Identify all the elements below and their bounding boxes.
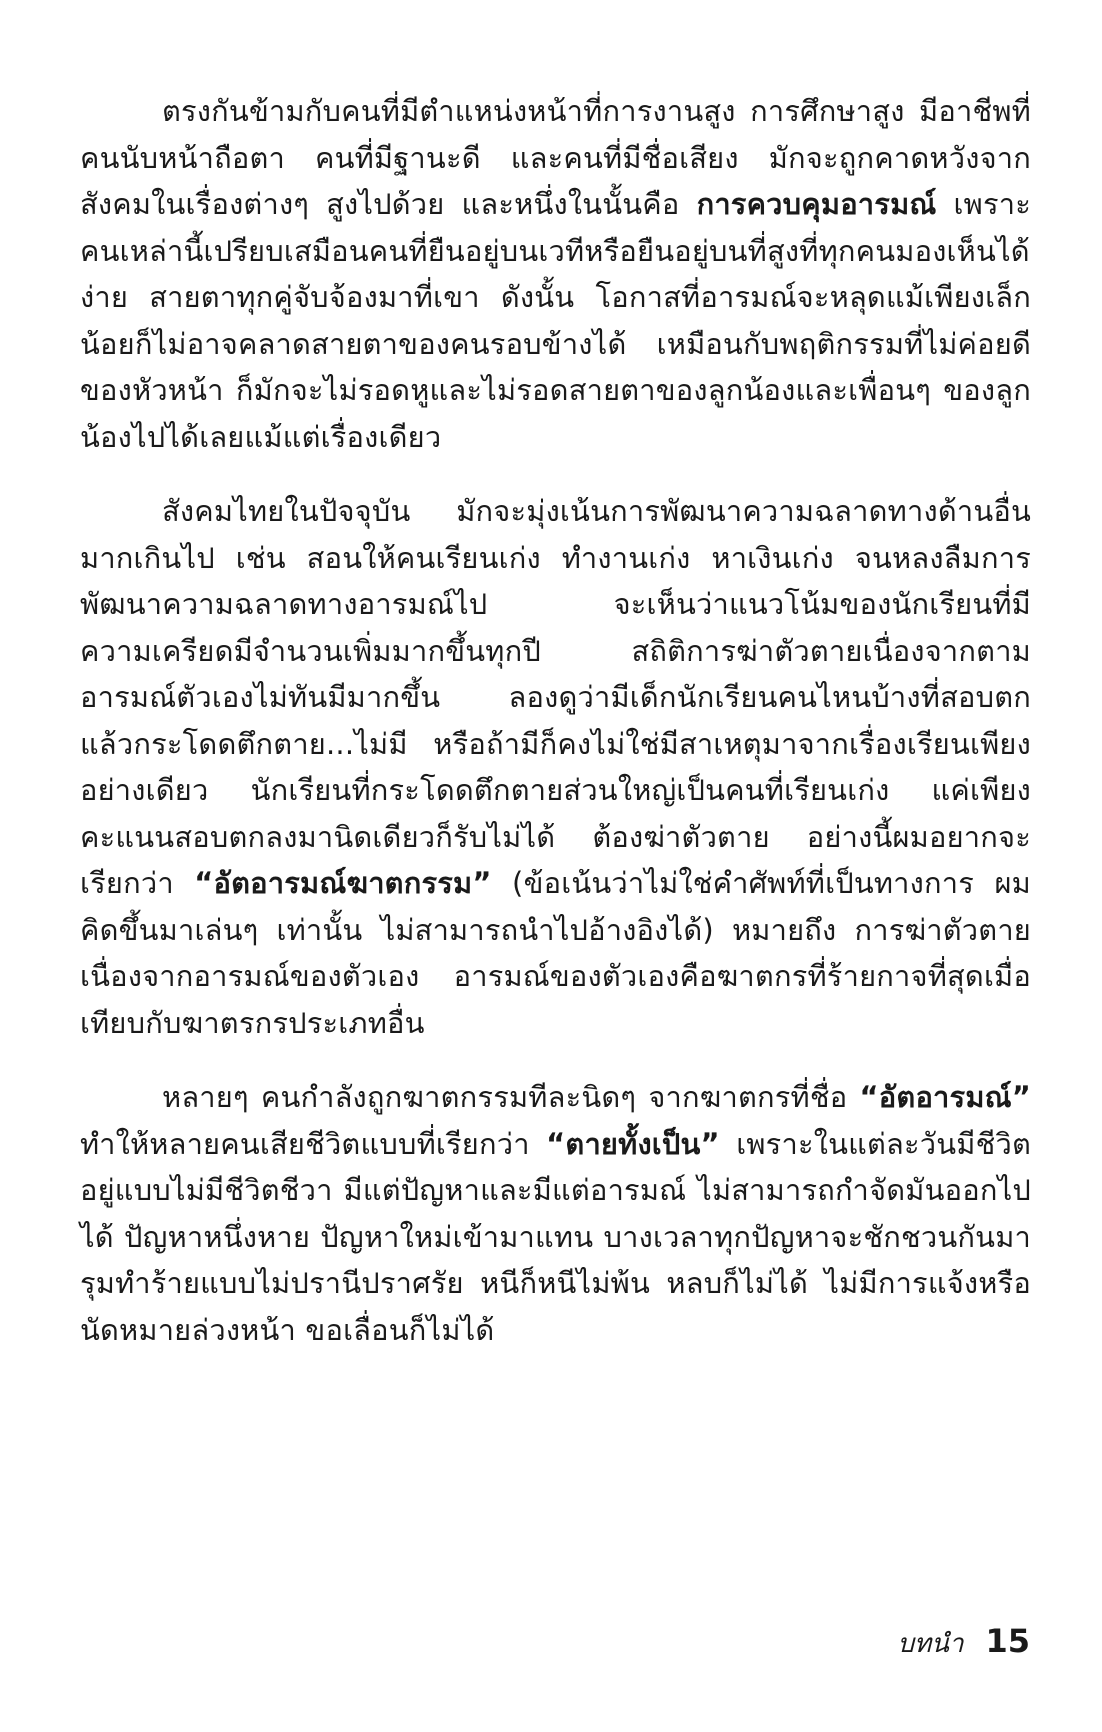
emphasis-text: การควบคุมอารมณ์	[696, 187, 937, 221]
page-number: 15	[985, 1622, 1030, 1660]
emphasis-text: “อัตอารมณ์”	[859, 1080, 1031, 1114]
emphasis-text: “อัตอารมณ์ฆาตกรรม”	[194, 866, 492, 900]
page-body	[80, 88, 1031, 1381]
paragraph-1	[80, 88, 1031, 460]
paragraph-text: เพราะในแต่ละวันมีชีวิตอยู่แบบไม่มีชีวิตชีวา มีแต่ปัญหาและมีแต่อารมณ์ ไม่สามารถกำจัดมันออกไปได้ ปัญหาหนึ่งหาย ปัญหาใหม่เข้ามาแทน บางเวลาทุกปัญหาจะชักชวนกันมารุมทำร้ายแบบไม่ปรานีปราศรัย หนีก็หนีไม่พ้น หลบก็ไม่ได้ ไม่มีการแจ้งหรือนัดหมายล่วงหน้า ขอเลื่อนก็ไม่ได้	[80, 1126, 1031, 1347]
page-footer	[897, 1622, 1030, 1664]
running-head: บทนำ	[897, 1629, 964, 1659]
paragraph-text: ทำให้หลายคนเสียชีวิตแบบที่เรียกว่า	[80, 1126, 547, 1161]
paragraph-2	[80, 488, 1031, 1046]
paragraph-text: เพราะคนเหล่านี้เปรียบเสมือนคนที่ยืนอยู่บนเวทีหรือยืนอยู่บนที่สูงที่ทุกคนมองเห็นได้ง่าย สายตาทุกคู่จับจ้องมาที่เขา ดังนั้น โอกาสที่อารมณ์จะหลุดแม้เพียงเล็กน้อยก็ไม่อาจคลาดสายตาของคนรอบข้างได้ เหมือนกับพฤติกรรมที่ไม่ค่อยดีของหัวหน้า ก็มักจะไม่รอดหูและไม่รอดสายตาของลูกน้องและเพื่อนๆ ของลูกน้องไปได้เลยแม้แต่เรื่องเดียว	[80, 187, 1032, 454]
emphasis-text: “ตายทั้งเป็น”	[546, 1126, 720, 1161]
paragraph-text: (ข้อเน้นว่าไม่ใช่คำศัพท์ที่เป็นทางการ ผมคิดขึ้นมาเล่นๆ เท่านั้น ไม่สามารถนำไปอ้างอิงได้) หมายถึง การฆ่าตัวตายเนื่องจากอารมณ์ของตัวเอง อารมณ์ของตัวเองคือฆาตกรที่ร้ายกาจที่สุดเมื่อเทียบกับฆาตรกรประเภทอื่น	[80, 866, 1031, 1040]
paragraph-text: ตรงกันข้ามกับคนที่มีตำแหน่งหน้าที่การงานสูง การศึกษาสูง มีอาชีพที่คนนับหน้าถือตา คนที่มีฐานะดี และคนที่มีชื่อเสียง มักจะถูกคาดหวังจากสังคมในเรื่องต่างๆ สูงไปด้วย และหนึ่งในนั้นคือ	[80, 94, 1031, 221]
paragraph-text: สังคมไทยในปัจจุบัน มักจะมุ่งเน้นการพัฒนาความฉลาดทางด้านอื่นมากเกินไป เช่น สอนให้คนเรียนเก่ง ทำงานเก่ง หาเงินเก่ง จนหลงลืมการพัฒนาความฉลาดทางอารมณ์ไป จะเห็นว่าแนวโน้มของนักเรียนที่มีความเครียดมีจำนวนเพิ่มมากขึ้นทุกปี สถิติการฆ่าตัวตายเนื่องจากตามอารมณ์ตัวเองไม่ทันมีมากขึ้น ลองดูว่ามีเด็กนักเรียนคนไหนบ้างที่สอบตกแล้วกระโดดตึกตาย...ไม่มี หรือถ้ามีก็คงไม่ใช่มีสาเหตุมาจากเรื่องเรียนเพียงอย่างเดียว นักเรียนที่กระโดดตึกตายส่วนใหญ่เป็นคนที่เรียนเก่ง แค่เพียงคะแนนสอบตกลงมานิดเดียวก็รับไม่ได้ ต้องฆ่าตัวตาย อย่างนี้ผมอยากจะเรียกว่า	[80, 494, 1031, 900]
paragraph-3	[80, 1074, 1031, 1353]
paragraph-text: หลายๆ คนกำลังถูกฆาตกรรมทีละนิดๆ จากฆาตกรที่ชื่อ	[162, 1080, 860, 1114]
